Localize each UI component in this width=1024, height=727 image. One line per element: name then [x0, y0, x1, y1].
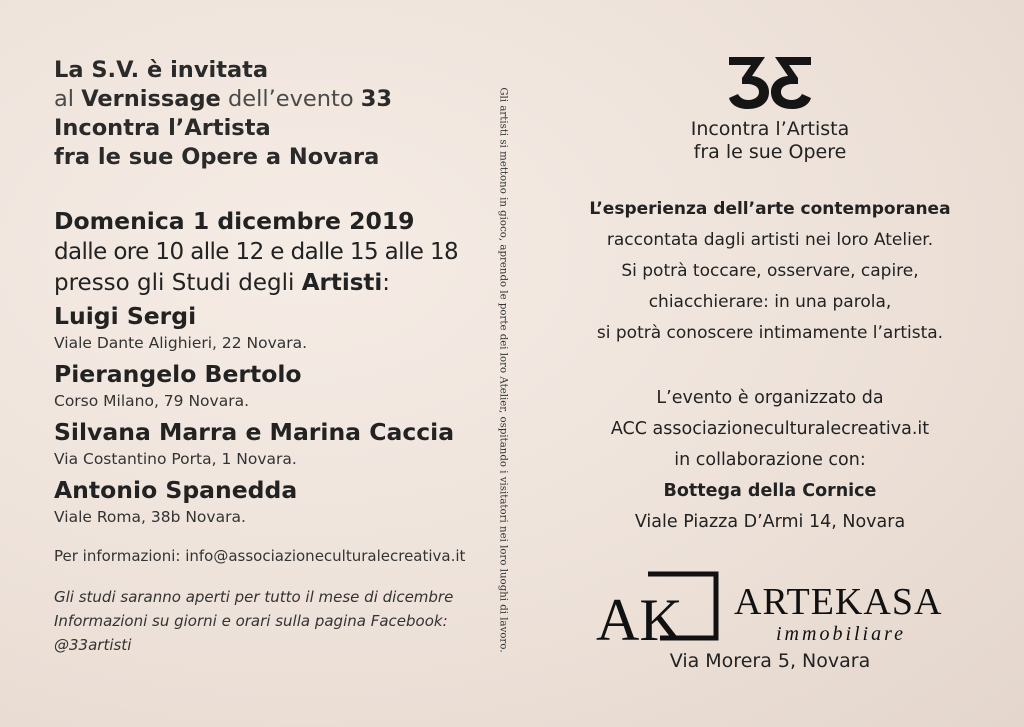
description-line: L’esperienza dell’arte contemporanea [589, 199, 951, 219]
33-logo-icon [727, 54, 813, 110]
artist-address: Via Costantino Porta, 1 Novara. [54, 450, 297, 468]
description-line: raccontata dagli artisti nei loro Atelier. [606, 230, 934, 250]
organizer-block [560, 383, 980, 538]
artist-address: Viale Dante Alighieri, 22 Novara. [54, 334, 308, 352]
logo-subtitle-line-2: fra le sue Opere [693, 141, 847, 163]
artist-address: Corso Milano, 79 Novara. [54, 392, 250, 410]
contact-info: Per informazioni: info@associazioneculturalecreativa.it [54, 547, 466, 565]
artist-name: Silvana Marra e Marina Caccia [54, 418, 455, 446]
event-venue: presso gli Studi degli Artisti: [54, 270, 391, 296]
invite-line-1: La S.V. è invitata [54, 57, 269, 83]
artist-entry [54, 359, 484, 413]
partner-name: Bottega della Cornice [663, 481, 877, 501]
fold-vertical-text [492, 60, 514, 680]
artist-name: Luigi Sergi [54, 302, 197, 330]
organizer-line: L’evento è organizzato da [656, 388, 884, 408]
note-line-3: @33artisti [54, 636, 132, 654]
logo-subtitle [560, 118, 980, 164]
artist-entry [54, 301, 484, 355]
event-hours: dalle ore 10 alle 12 e dalle 15 alle 18 [54, 239, 459, 265]
description-line: si potrà conoscere intimamente l’artista. [596, 323, 944, 343]
description-line: chiacchierare: in una parola, [648, 292, 892, 312]
logo-subtitle-line-1: Incontra l’Artista [690, 118, 850, 140]
invitation-heading [54, 56, 484, 172]
note-line-1: Gli studi saranno aperti per tutto il mese di dicembre [54, 588, 454, 606]
invite-line-4: fra le sue Opere a Novara [54, 144, 380, 170]
artist-name: Antonio Spanedda [54, 476, 298, 504]
organizer-line: in collaborazione con: [674, 450, 866, 470]
artekasa-name: ARTEKASA [734, 581, 943, 623]
partner-address: Viale Piazza D’Armi 14, Novara [634, 512, 906, 532]
artist-address: Viale Roma, 38b Novara. [54, 508, 246, 526]
note-line-2: Informazioni su giorni e orari sulla pagina Facebook: [54, 612, 448, 630]
artist-entry [54, 475, 484, 529]
artekasa-mark: AK [596, 587, 683, 650]
artist-name: Pierangelo Bertolo [54, 360, 302, 388]
description-line: Si potrà toccare, osservare, capire, [621, 261, 919, 281]
artekasa-sub: immobiliare [776, 623, 907, 645]
opening-note [54, 585, 484, 657]
organizer-line: ACC associazioneculturalecreativa.it [610, 419, 930, 439]
invitation-column [54, 56, 484, 657]
invite-line-2: al Vernissage dell’evento 33 [54, 86, 393, 112]
invite-line-3: Incontra l’Artista [54, 115, 271, 141]
vertical-caption: Gli artisti si mettono in gioco, aprendo le porte dei loro Atelier, ospitando i visitatori nei loro luoghi di lavoro. [497, 87, 509, 653]
artist-entry [54, 417, 484, 471]
event-description [560, 194, 980, 349]
schedule [54, 206, 484, 299]
sponsor-address: Via Morera 5, Novara [669, 650, 871, 672]
event-date: Domenica 1 dicembre 2019 [54, 207, 415, 235]
artekasa-logo [596, 570, 956, 650]
event-info-column [560, 54, 980, 538]
